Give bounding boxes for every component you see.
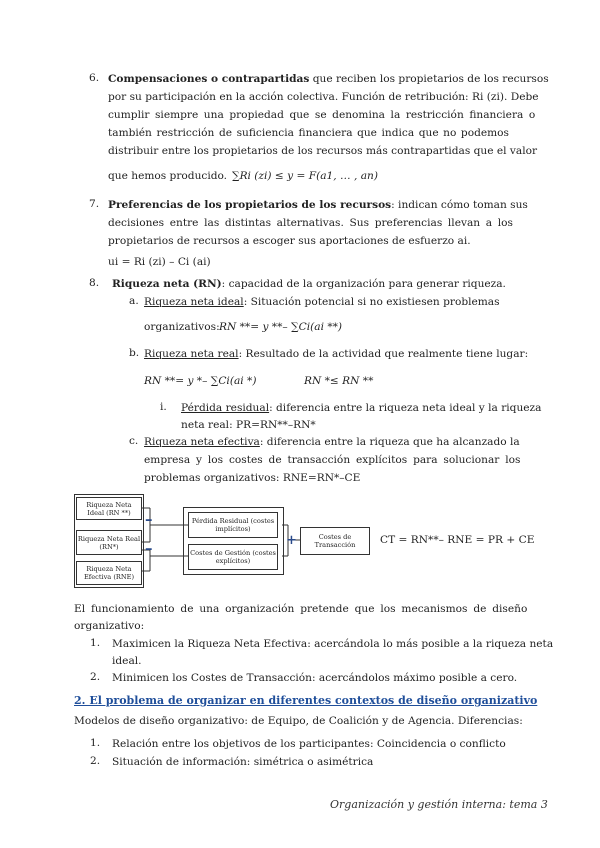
item-8c-line-2: empresa y los costes de transacción explícitos para solucionar los	[144, 454, 521, 466]
minus-sign-1: –	[145, 510, 153, 528]
box-costes-transaccion: Costes de Transacción	[300, 527, 370, 555]
para-line-2: organizativo:	[74, 620, 145, 632]
section-2-heading: 2. El problema de organizar en diferentes contextos de diseño organizativo	[74, 694, 538, 707]
plus-sign: +	[286, 533, 297, 548]
item-8b-term: Riqueza neta real	[144, 348, 239, 360]
item-8b-text-1: : Resultado de la actividad que realmente tiene lugar:	[238, 348, 529, 360]
diagram-equation: CT = RN**– RNE = PR + CE	[380, 534, 535, 546]
item-6-line-4: también restricción de suficiencia financiera que indica que no podemos	[108, 127, 509, 139]
para-item-1-line-2: ideal.	[112, 655, 142, 667]
item-8a-formula: RN **= y **– ∑Ci(ai **)	[219, 321, 343, 333]
item-8bi-term: Pérdida residual	[181, 402, 270, 414]
item-8c-term: Riqueza neta efectiva	[144, 436, 260, 448]
item-8bi-line-2: neta real: PR=RN**–RN*	[181, 419, 316, 431]
item-7-number: 7.	[89, 198, 100, 210]
item-7-text-1: : indican cómo toman sus	[391, 199, 528, 211]
item-6-line-3: cumplir siempre una propiedad que se denomina la restricción financiera o	[108, 109, 536, 121]
box-costes-gestion: Costes de Gestión (costes explícitos)	[188, 544, 278, 570]
item-6-title: Compensaciones o contrapartidas	[108, 73, 310, 85]
item-8c-number: c.	[129, 435, 139, 447]
box-perdida-residual: Pérdida Residual (costes implícitos)	[188, 512, 278, 538]
item-8a-text-1: : Situación potencial si no existiesen problemas	[243, 296, 500, 308]
item-6-formula: ∑Ri (zi) ≤ y = F(a1, … , an)	[232, 170, 378, 182]
para-item-2-line: Minimicen los Costes de Transacción: acercándolos máximo posible a cero.	[112, 672, 518, 684]
item-6-line-5: distribuir entre los propietarios de los recursos más contrapartidas que el valor	[108, 145, 538, 157]
para-item-1-line-1: Maximicen la Riqueza Neta Efectiva: acercándola lo más posible a la riqueza neta	[112, 638, 554, 650]
item-7-line-3: propietarios de recursos a escoger sus aportaciones de esfuerzo ai.	[108, 235, 471, 247]
minus-sign-2: –	[145, 539, 153, 557]
page-footer: Organización y gestión interna: tema 3	[330, 798, 548, 811]
item-8-text: : capacidad de la organización para generar riqueza.	[221, 278, 506, 290]
box-riqueza-neta-real: Riqueza Neta Real (RN*)	[76, 530, 142, 555]
item-8-title: Riqueza neta (RN)	[112, 278, 222, 290]
box-riqueza-neta-efectiva: Riqueza Neta Efectiva (RNE)	[76, 561, 142, 585]
item-6-number: 6.	[89, 72, 100, 84]
item-8c-text-1: : diferencia entre la riqueza que ha alcanzado la	[259, 436, 520, 448]
item-8a-line-2: organizativos:	[144, 321, 220, 333]
item-8a-term: Riqueza neta ideal	[144, 296, 244, 308]
item-8-number: 8.	[89, 277, 100, 289]
para-item-1-number: 1.	[90, 637, 101, 649]
item-8b-formula-1: RN **= y *– ∑Ci(ai *)	[144, 375, 257, 387]
section-2-item-2: Situación de información: simétrica o asimétrica	[112, 756, 374, 768]
item-6-line-6: que hemos producido.	[108, 170, 228, 182]
item-8a-number: a.	[129, 295, 139, 307]
item-8b-formula-2: RN *≤ RN **	[304, 375, 374, 387]
section-2-item-1-number: 1.	[90, 737, 101, 749]
para-line-1: El funcionamiento de una organización pretende que los mecanismos de diseño	[74, 603, 528, 615]
box-riqueza-neta-ideal: Riqueza Neta Ideal (RN **)	[76, 497, 142, 520]
section-2-item-2-number: 2.	[90, 755, 101, 767]
item-7-formula: ui = Ri (zi) – Ci (ai)	[108, 256, 211, 268]
item-7-line-2: decisiones entre las distintas alternativas. Sus preferencias llevan a los	[108, 217, 513, 229]
item-6-text-1: que reciben los propietarios de los recursos	[309, 73, 549, 85]
section-2-item-1: Relación entre los objetivos de los participantes: Coincidencia o conflicto	[112, 738, 506, 750]
item-8b-number: b.	[129, 347, 140, 359]
item-6-line-2: por su participación en la acción colectiva. Función de retribución: Ri (zi). Debe	[108, 91, 539, 103]
item-8bi-number: i.	[160, 401, 167, 413]
item-7-title: Preferencias de los propietarios de los recursos	[108, 199, 392, 211]
section-2-intro: Modelos de diseño organizativo: de Equipo, de Coalición y de Agencia. Diferencias:	[74, 715, 523, 727]
para-item-2-number: 2.	[90, 671, 101, 683]
item-8c-line-3: problemas organizativos: RNE=RN*–CE	[144, 472, 361, 484]
item-8bi-text-1: : diferencia entre la riqueza neta ideal y la riqueza	[269, 402, 542, 414]
